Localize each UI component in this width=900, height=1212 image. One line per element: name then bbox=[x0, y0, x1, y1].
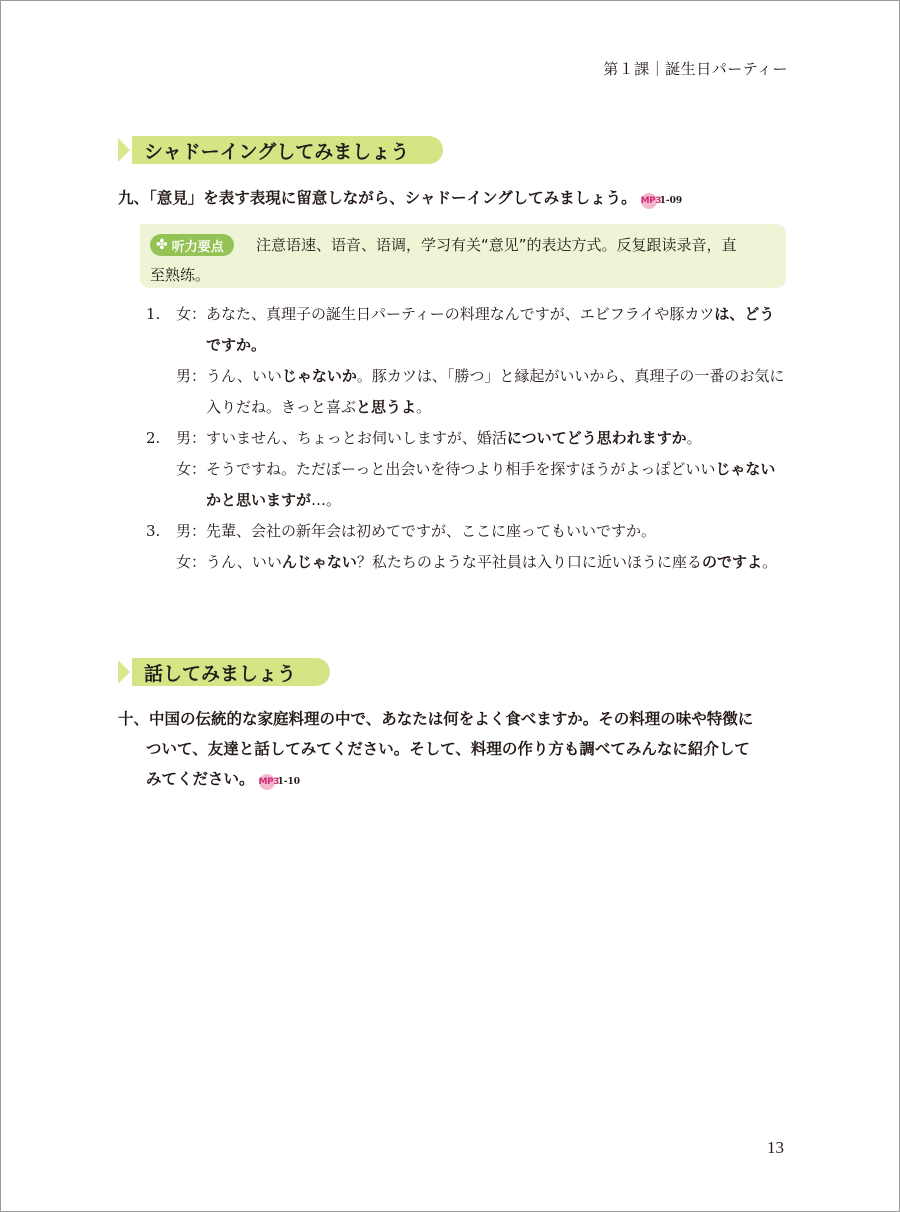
dialogue-number: 3. bbox=[146, 522, 161, 540]
section-title: シャドーイングしてみましょう bbox=[132, 136, 443, 164]
line-text: 先輩、会社の新年会は初めてですが、ここに座ってもいいですか。 bbox=[206, 522, 657, 540]
question-text: 「意見」を表す表現に留意しながら、シャドーイングしてみましょう。 bbox=[149, 189, 637, 207]
question-prefix: 九、 bbox=[118, 189, 150, 207]
dialogue-line bbox=[146, 547, 786, 578]
line-text: あなた、真理子の誕生日パーティーの料理なんですが、エビフライや豚カツは、どうですか。 bbox=[206, 305, 775, 354]
dialogue-1 bbox=[146, 299, 786, 423]
mp3-track[interactable] bbox=[641, 186, 683, 216]
question-line-1: 中国の伝統的な家庭料理の中で、あなたは何をよく食べますか。その料理の味や特徴に bbox=[149, 710, 754, 728]
speaker: 女： bbox=[176, 460, 207, 478]
speaker: 男： bbox=[176, 522, 207, 540]
dialogue-line bbox=[146, 423, 786, 454]
question-9 bbox=[118, 183, 790, 216]
section-banner-speaking bbox=[118, 658, 330, 686]
question-10 bbox=[118, 704, 790, 797]
speaker: 女： bbox=[176, 553, 207, 571]
dialogue-line bbox=[146, 299, 786, 361]
mp3-code: 1-09 bbox=[659, 196, 683, 206]
running-header: 第１課｜誕生日パーティー bbox=[603, 60, 788, 78]
page-number: 13 bbox=[767, 1138, 784, 1157]
question-prefix: 十、 bbox=[118, 710, 150, 728]
question-line-2: ついて、友達と話してみてください。そして、料理の作り方も調べてみんなに紹介して bbox=[146, 740, 750, 758]
speaker: 男： bbox=[176, 367, 207, 385]
tip-label-text: 听力要点 bbox=[171, 239, 224, 255]
line-text: そうですね。ただぼーっと出会いを待つより相手を探すほうがよっぽどいいじゃないかと思いますが…。 bbox=[206, 460, 776, 509]
banner-arrow bbox=[118, 138, 130, 162]
tip-label bbox=[150, 234, 234, 256]
speaker: 男： bbox=[176, 429, 207, 447]
mp3-icon: MP3 bbox=[641, 193, 657, 209]
mp3-track[interactable] bbox=[259, 767, 301, 797]
dialogue-number: 2. bbox=[146, 429, 161, 447]
line-text: すいません、ちょっとお伺いしますが、婚活についてどう思われますか。 bbox=[206, 429, 702, 447]
listening-tip-box bbox=[140, 224, 786, 288]
line-text: うん、いいじゃないか。豚カツは、「勝つ」と縁起がいいから、真理子の一番のお気に入りだね。きっと喜ぶと思うよ。 bbox=[206, 367, 785, 416]
question-line-3: みてください。 MP3 1-10 bbox=[118, 764, 790, 797]
dialogue-3 bbox=[146, 516, 786, 578]
dialogue-2 bbox=[146, 423, 786, 516]
tip-line-2: 至熟练。 bbox=[150, 266, 211, 284]
tip-line-1: 注意语速、语音、语调，学习有关“意见”的表达方式。反复跟读录音，直 bbox=[256, 236, 737, 254]
line-text: うん、いいんじゃない？私たちのような平社員は入り口に近いほうに座るのですよ。 bbox=[206, 553, 777, 571]
mp3-code: 1-10 bbox=[277, 777, 301, 787]
dialogue-line bbox=[146, 516, 786, 547]
section-title: 話してみましょう bbox=[132, 658, 330, 686]
banner-arrow bbox=[118, 660, 130, 684]
dialogue-number: 1. bbox=[146, 305, 161, 323]
clover-icon: ✤ bbox=[156, 237, 168, 253]
section-banner-shadowing bbox=[118, 136, 443, 164]
dialogue-line bbox=[146, 454, 786, 516]
dialogue-line bbox=[146, 361, 786, 423]
mp3-icon: MP3 bbox=[259, 774, 275, 790]
speaker: 女： bbox=[176, 305, 207, 323]
